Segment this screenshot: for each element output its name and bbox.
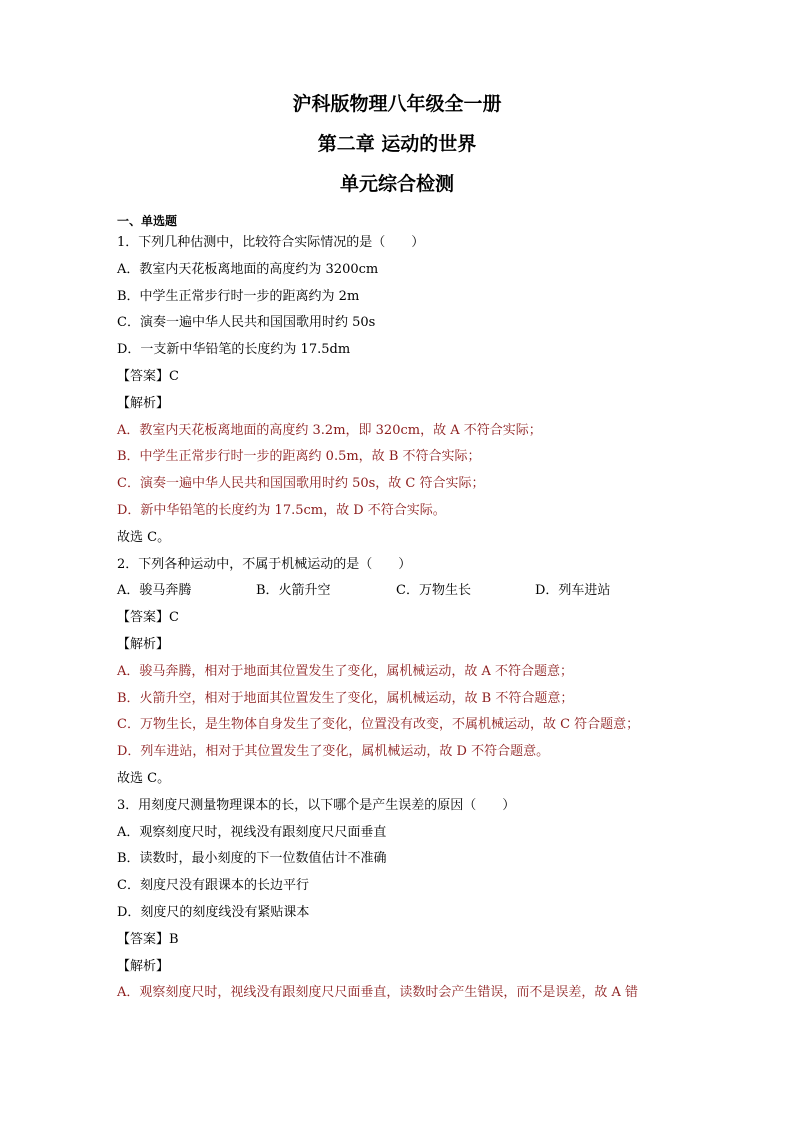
question-3-option-a: A．观察刻度尺时，视线没有跟刻度尺尺面垂直 (117, 824, 387, 840)
question-3-analysis-a: A．观察刻度尺时，视线没有跟刻度尺尺面垂直，读数时会产生错误，而不是误差，故 A 错 (117, 985, 639, 1001)
question-1-option-a: A．教室内天花板离地面的高度约为 3200cm (117, 261, 379, 277)
question-2-conclusion: 故选 C。 (117, 770, 171, 786)
question-2-option-a: A．骏马奔腾 (117, 583, 192, 599)
question-2-stem: 2．下列各种运动中，不属于机械运动的是（ ） (117, 556, 412, 572)
question-3-option-c: C．刻度尺没有跟课本的长边平行 (117, 878, 309, 894)
question-1-option-d: D．一支新中华铅笔的长度约为 17.5dm (117, 342, 351, 358)
question-2-analysis-label: 【解析】 (117, 636, 170, 652)
chapter-title: 第二章 运动的世界 (317, 133, 477, 155)
question-2-option-d: D．列车进站 (535, 583, 611, 599)
section-heading: 一、单选题 (117, 214, 178, 228)
question-3-option-d: D．刻度尺的刻度线没有紧贴课本 (117, 904, 310, 920)
question-1-answer: 【答案】C (117, 368, 179, 384)
question-1-option-c: C．演奏一遍中华人民共和国国歌用时约 50s (117, 315, 376, 331)
question-1-option-b: B．中学生正常步行时一步的距离约为 2m (117, 288, 360, 304)
question-2-options (117, 578, 687, 605)
question-1-analysis-b: B．中学生正常步行时一步的距离约 0.5m，故 B 不符合实际； (117, 449, 481, 465)
question-2-option-b: B．火箭升空 (256, 583, 331, 599)
question-3-option-b: B．读数时，最小刻度的下一位数值估计不准确 (117, 851, 387, 867)
question-1-analysis-d: D．新中华铅笔的长度约为 17.5cm，故 D 不符合实际。 (117, 502, 446, 518)
question-2-answer: 【答案】C (117, 610, 179, 626)
question-2-analysis-c: C．万物生长，是生物体自身发生了变化，位置没有改变，不属机械运动，故 C 符合题意； (117, 717, 640, 733)
question-content (117, 213, 687, 1007)
title-block (0, 94, 794, 214)
question-3-answer: 【答案】B (117, 931, 179, 947)
question-2-analysis-a: A．骏马奔腾，相对于地面其位置发生了变化，属机械运动，故 A 不符合题意； (117, 663, 574, 679)
question-1-analysis-a: A．教室内天花板离地面的高度约 3.2m，即 320cm，故 A 不符合实际； (117, 422, 542, 438)
question-1-analysis-label: 【解析】 (117, 395, 170, 411)
test-title: 单元综合检测 (339, 173, 454, 195)
question-3-stem: 3．用刻度尺测量物理课本的长，以下哪个是产生误差的原因（ ） (117, 797, 516, 813)
question-3-analysis-label: 【解析】 (117, 958, 170, 974)
question-2-option-c: C．万物生长 (396, 583, 471, 599)
book-title: 沪科版物理八年级全一册 (292, 93, 502, 115)
question-1-conclusion: 故选 C。 (117, 529, 171, 545)
question-2-analysis-d: D．列车进站，相对于其位置发生了变化，属机械运动，故 D 不符合题意。 (117, 744, 550, 760)
question-1-analysis-c: C．演奏一遍中华人民共和国国歌用时约 50s，故 C 符合实际； (117, 476, 485, 492)
question-2-analysis-b: B．火箭升空，相对于地面其位置发生了变化，属机械运动，故 B 不符合题意； (117, 690, 574, 706)
question-1-stem: 1．下列几种估测中，比较符合实际情况的是（ ） (117, 235, 425, 250)
